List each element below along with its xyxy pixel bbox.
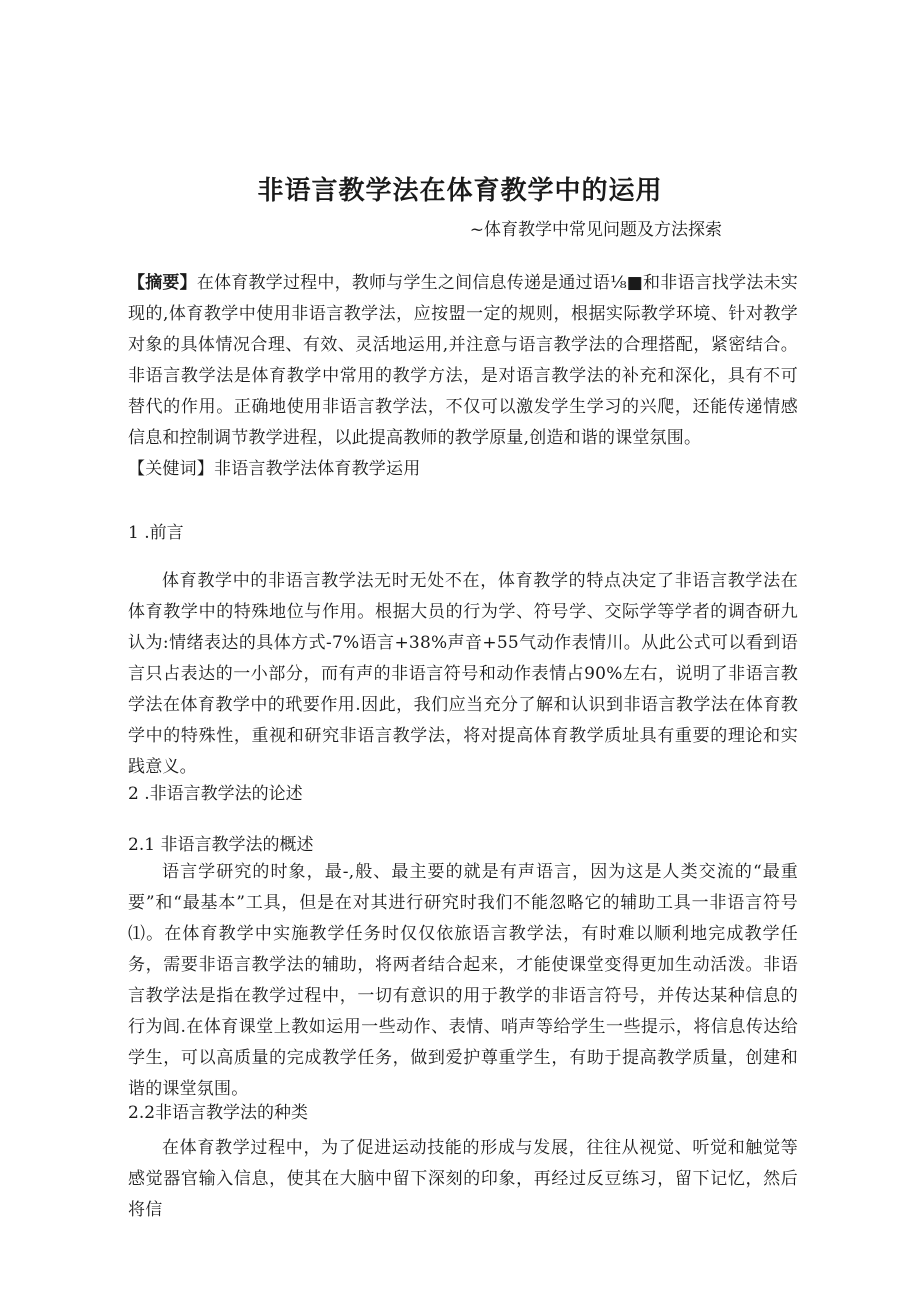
abstract-paragraph: [128, 268, 798, 454]
keywords-paragraph: [128, 454, 798, 485]
subsection-2-1-heading: 2.1 非语言教学法的概述: [128, 835, 314, 855]
subsection-2-1-paragraph: 语言学研究的时象，最-,般、最主要的就是有声语言，因为这是人类交流的“最重要”和“最基本”工具，但是在对其进行研究时我们不能忽略它的辅助工具一非语言符号⑴。在体育教学中实施教学任务时仅仅依旅语言教学法，有时难以顺利地完成教学任务，需要非语言教学法的辅助，将两者结合起来，才能使课堂变得更加生动活泼。非语言教学法是指在教学过程中，一切有意识的用于教学的非语言符号，并传达某种信息的行为闾.在体育课堂上教如运用一些动作、表情、哨声等给学生一些提示，将信息传达给学生，可以高质量的完成教学任务，做到爱护尊重学生，有助于提高教学质量，创建和谐的课堂氛围。: [128, 862, 798, 1099]
abstract-label: 【摘要】: [128, 273, 197, 293]
document-title: 非语言教学法在体育教学中的运用: [257, 176, 663, 206]
keywords-text: 非语言教学法体育教学运用: [214, 459, 421, 479]
keywords-label: 【关健词】: [128, 459, 214, 479]
abstract-block: [128, 268, 798, 485]
document-subtitle: ~体育教学中常见问题及方法探索: [469, 220, 722, 240]
subsection-2-1-body: [128, 857, 798, 1105]
section-1-paragraph: 体育教学中的非语言教学法无时无处不在，体育教学的特点决定了非语言教学法在体育教学中的特殊地位与作用。根据大员的行为学、符号学、交际学等学者的调杳研九认为:情绪表达的具体方式-7%语言+38%声音+55气动作表情川。从此公式可以看到语言只占表达的一小部分，而有声的非语言符号和动作表情占90%左右，说明了非语言教学法在体育教学中的玳要作用.因此，我们应当充分了解和认识到非语言教学法在体育教学中的特殊性，重视和研究非语言教学法，将对提高体育教学质址具有重要的理论和实践意义。: [128, 571, 798, 777]
subsection-2-2-heading: 2.2非语言教学法的种类: [128, 1103, 309, 1123]
subsection-2-2-paragraph: 在体育教学过程中，为了促进运动技能的形成与发展，往往从视觉、听觉和触觉等感觉器官输入信息，使其在大脑中留下深刻的印象，再经过反豆练习，留下记忆，然后将信: [128, 1138, 798, 1220]
section-1-body: [128, 566, 798, 783]
subsection-2-2-body: [128, 1133, 798, 1226]
section-1-heading: 1 .前言: [128, 523, 184, 543]
section-2-heading: 2 .非语言教学法的论述: [128, 784, 303, 804]
abstract-text: 在体育教学过程中，教师与学生之间信息传递是通过语⅛■和非语言找学法未实现的,体育教学中使用非语言教学法，应按盟一定的规则，根据实际教学环境、针对教学对象的具体情况合理、有效、灵活地运用,并注意与语言教学法的合理搭配，紧密结合。非语言教学法是体育教学中常用的教学方法，是对语言教学法的补充和深化，具有不可替代的作用。正确地使用非语言教学法，不仅可以激发学生学习的兴爬，还能传递情感信息和控制调节教学进程，以此提高教师的教学原量,创造和谐的课堂氛围。: [128, 273, 798, 448]
